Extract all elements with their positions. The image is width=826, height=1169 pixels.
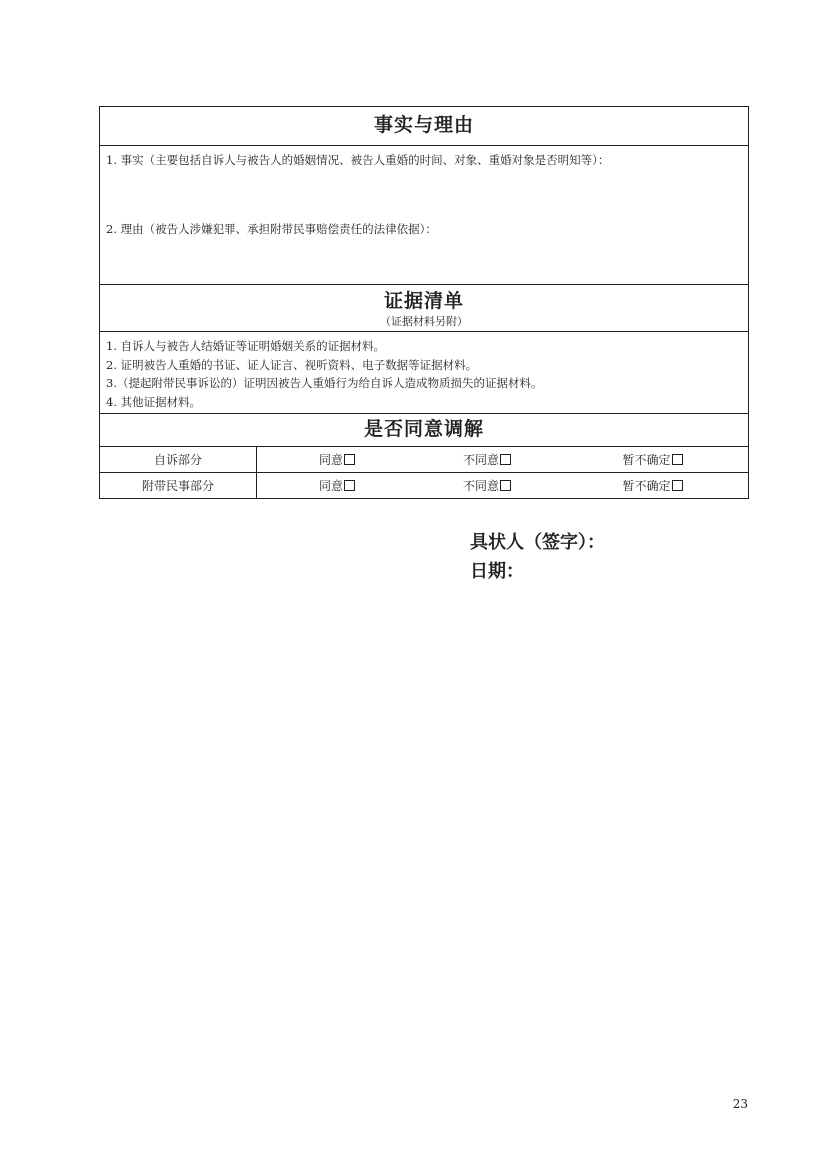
disagree-option[interactable] [417, 473, 557, 499]
mediation-part-label: 附带民事部分 [100, 473, 257, 499]
agree-option[interactable] [257, 473, 418, 499]
complaint-form-table [99, 106, 749, 499]
agree-label: 同意 [318, 453, 343, 467]
facts-section-header [100, 107, 748, 146]
table-row [100, 447, 748, 473]
facts-section-title: 事实与理由 [373, 114, 474, 136]
evidence-section-subtitle: （证据材料另附） [380, 315, 468, 328]
evidence-item: 2. 证明被告人重婚的书证、证人证言、视听资料、电子数据等证据材料。 [106, 357, 478, 372]
evidence-list [100, 332, 748, 414]
undecided-label: 暂不确定 [622, 479, 671, 493]
agree-label: 同意 [318, 479, 343, 493]
undecided-option[interactable] [557, 473, 748, 499]
evidence-section-title: 证据清单 [383, 290, 464, 312]
checkbox-icon[interactable] [500, 480, 511, 491]
mediation-section-title: 是否同意调解 [363, 418, 484, 440]
checkbox-icon[interactable] [344, 480, 355, 491]
page-number: 23 [732, 1097, 748, 1111]
reasons-item: 2. 理由（被告人涉嫌犯罪、承担附带民事赔偿责任的法律依据）： [106, 222, 437, 236]
signer-label: 具状人（签字）： [470, 532, 605, 553]
checkbox-icon[interactable] [500, 454, 511, 465]
mediation-section-header [100, 414, 748, 447]
disagree-option[interactable] [417, 447, 557, 473]
evidence-section-header [100, 285, 748, 332]
evidence-item: 4. 其他证据材料。 [106, 394, 202, 409]
undecided-option[interactable] [557, 447, 748, 473]
agree-option[interactable] [257, 447, 418, 473]
table-row [100, 473, 748, 499]
disagree-label: 不同意 [462, 453, 499, 467]
checkbox-icon[interactable] [344, 454, 355, 465]
facts-section-body [100, 146, 748, 285]
date-label: 日期： [470, 561, 524, 582]
checkbox-icon[interactable] [672, 480, 683, 491]
facts-item: 1. 事实（主要包括自诉人与被告人的婚姻情况、被告人重婚的时间、对象、重婚对象是否明知等）： [106, 153, 610, 167]
disagree-label: 不同意 [462, 479, 499, 493]
mediation-part-label: 自诉部分 [100, 447, 257, 473]
mediation-table [100, 447, 748, 498]
undecided-label: 暂不确定 [622, 453, 671, 467]
checkbox-icon[interactable] [672, 454, 683, 465]
evidence-item: 1. 自诉人与被告人结婚证等证明婚姻关系的证据材料。 [106, 339, 386, 353]
evidence-item: 3.（提起附带民事诉讼的）证明因被告人重婚行为给自诉人造成物质损失的证据材料。 [106, 376, 543, 390]
